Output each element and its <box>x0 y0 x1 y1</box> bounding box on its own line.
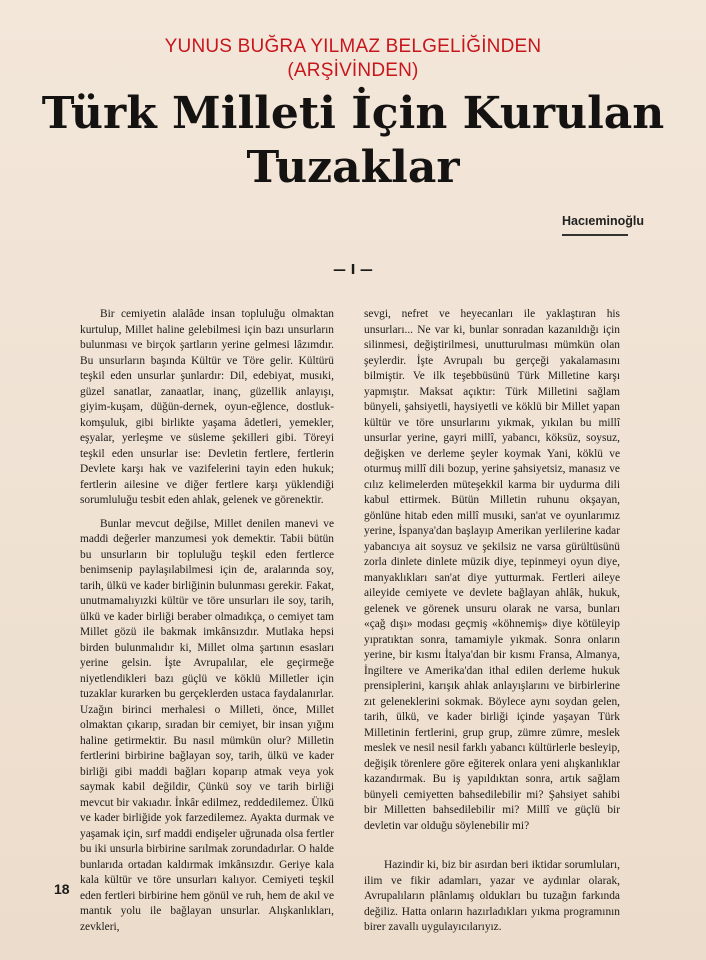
left-paragraph-2: Bunlar mevcut değilse, Millet denilen manevi ve maddi değerler manzumesi yok demektir. Tabii bütün bu unsurların bir topluluğu teşkil eden fertlerce benimsenip paylaşılabilmesi için de, aralarında soy, tarih, ülkü ve kader birliğinin bulunması gerekir. Fakat, unutmamalıyızki kültür ve töre unsurları ile soy, tarih, ülkü ve kader birliği beraber olmadıkça, o cemiyet tam Millet gözü ile bakmak imkânsızdır. Mutlaka hepsi birden bulunmalıdır ki, Millet olma şartının esasları yerine gelsin. İşte Avrupalılar, ele geçirmeğe niyetlendikleri bazı güçlü ve köklü Milletler için tuzaklar kurarken bu gerçeklerden ustaca faydalanırlar. Uzağın birinci merhalesi o Milleti, önce, Millet olmaktan çıkarıp, sıradan bir cemiyet, bir insan yığını haline getirmektir. Bu nasıl mümkün olur? Milletin fertlerini birbirine bağlayan soy, tarih, ülkü ve kader birliği gibi maddi bağları koparıp atmak veya yok saymak kabil değildir, Çünkü soy ve tarih birliği mevcut bir vakıadır. İnkâr edilmez, reddedilemez. Ülkü ve kader birliğide yok farzedilemez. Ayakta durmak ve yaşamak için, sırf maddi endişeler uğrunada olsa fertler bu iki unsurla birbirine sarılmak zorundadırlar. O halde bunlarıda ortadan kaldırmak imkânsızdır. Geriye kala kala kültür ve töre unsurları kalıyor. Cemiyeti teşkil eden fertleri birbirine hem gönül ve ruh, hem de akıl ve mantık yolu ile bağlayan unsurlar. Alışkanlıkları, zevkleri, <box>80 517 334 933</box>
right-paragraph-2: Hazindir ki, biz bir asırdan beri iktidar sorumluları, ilim ve fikir adamları, yazar ve aydınlar olarak, Avrupalıların plânlamış oldukları bu tuzağın farkında değiliz. Hatta onların hazırladıkları yıkma programının birer zavallı uygulayıcılarıyız. <box>364 859 620 933</box>
right-paragraph-1: sevgi, nefret ve heyecanları ile yaklaştıran his unsurları... Ne var ki, bunlar sonradan kazanıldığı için silinmesi, değiştirilmesi, unutturulması mümkün olan şeylerdir. İşte Avrupalı bu gerçeği yakalamasını bilmiştir. Ve ilk teşebbüsünü Türk Milletine karşı yapmıştır. Maksat açıktır: Türk Milletini sağlam bünyeli, şahsiyetli, haysiyetli ve köklü bir Millet yapan kültür ve töre unsurlarını yıkmak, yıkılan bu millî unsurlar yerine, gayri millî, yabancı, köksüz, soysuz, değişken ve derleme şeyler koymak Yani, köklü ve oturmuş millî dili bozup, yerine şahsiyetsiz, manasız ve cılız kelimelerden müteşekkil karma bir uydurma dili kabul ettirmek. Bütün Milletin ruhunu okşayan, gönlüne hitab eden millî musıki, san'at ve oyunlarımız yerine, İspanya'dan başlayıp Amerikan yerlilerine kadar yabancıya ait soysuz ve şekilsiz ne varsa gürültüsünü zorla dinlete dinlete müzik diye, tepinmeyi oyun diye, manyaklıkları san'at diye yutturmak. Fertleri aileye aileyide cemiyete ve devlete bağlayan ahlâk, hukuk, gelenek ve görenek unsuru olarak ne varsa, bunları «çağ dışı» modası geçmiş «köhnemiş» diye kötüleyip yıpratıktan sonra, tamamiyle yıkmak. Sonra onların yerine, bir kısmı İtalya'dan bir kısmı Fransa, Almanya, İngiltere ve Amerika'dan ithal edilen derleme hukuk prensiplerini, karışık ahlak anlayışlarını ve birbirlerine zıt geleneklerini sokmak. Böylece aynı soydan gelen, tarih, ülkü, ve kader birliği içinde yaşayan Türk Milletinin fertlerini, grup grup, zümre zümre, meslek meslek ve nesil nesil farklı yabancı kültürlerle besleyip, değişik törenlere göre eğiterek onlara yeni alışkanlıklar kazandırmak. Bu iş yapıldıktan sonra, artık sağlam bünyeli cemiyetten bahsedilebilir mi? Şahsiyet sahibi bir Milletten bahsedilebilir mi? Millî ve güçlü bir devletin var olduğu söylenebilir mi? <box>364 308 620 832</box>
page-number: 18 <box>54 881 70 897</box>
left-column <box>80 307 334 935</box>
right-column <box>364 307 620 936</box>
article-title-line2: Tuzaklar <box>246 142 460 193</box>
author-underline <box>562 231 628 236</box>
archive-credit-line1: YUNUS BUĞRA YILMAZ BELGELİĞİNDEN <box>164 36 542 57</box>
author-name: Hacıeminoğlu <box>562 214 644 228</box>
article-title-line1: Türk Milleti İçin Kurulan <box>41 88 665 139</box>
left-paragraph-1: Bir cemiyetin alalâde insan topluluğu olmaktan kurtulup, Millet haline gelebilmesi için bazı unsurların bulunması ve birçok şartların yerine gelmesi lâzımdır. Bu unsurların başında Kültür ve Töre gelir. Kültürü teşkil eden unsurlar şunlardır: Dil, edebiyat, musıki, güzel sanatlar, zanaatlar, inanç, güzellik anlayışı, giyim-kuşam, düğün-dernek, oyun-eğlence, dostluk-komşuluk, gibi birlikte yaşama âdetleri, yemekler, eşyalar, yerleşme ve süsleme şekilleri gibi. Töreyi teşkil eden unsurlar ise: Devletin fertlere, fertlerin Devlete karşı hak ve vazifelerini tayin eden hukuk; fertlerin ailesine ve diğer fertlere karşı yüklendiği sorumluluğu tesbit eden ahlak, gelenek ve görenektir. <box>80 308 334 506</box>
archive-credit-line2: (ARŞİVİNDEN) <box>287 60 419 81</box>
section-mark: — I — <box>333 263 373 278</box>
